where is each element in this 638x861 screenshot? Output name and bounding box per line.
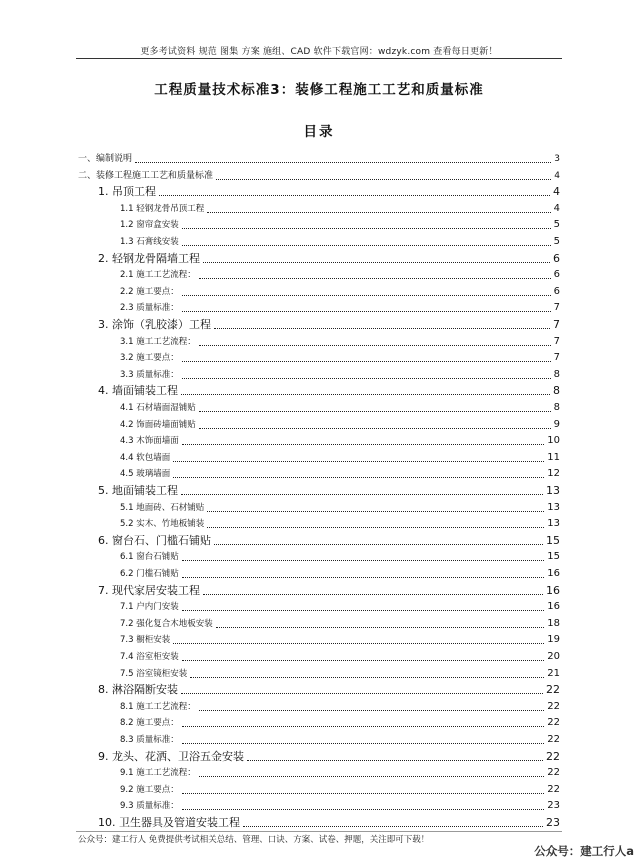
toc-entry-title: 8.3 质量标准： xyxy=(120,735,179,745)
toc-leader-dots xyxy=(181,693,543,694)
toc-entry-page: 20 xyxy=(547,651,560,662)
toc-leader-dots xyxy=(182,311,551,312)
toc-leader-dots xyxy=(182,809,545,810)
toc-leader-dots xyxy=(182,793,545,794)
toc-entry-title: 1.2 窗帘盒安装 xyxy=(120,220,179,231)
toc-entry[interactable] xyxy=(120,417,560,433)
toc-entry[interactable] xyxy=(78,168,560,184)
toc-leader-dots xyxy=(182,245,551,246)
toc-entry[interactable] xyxy=(98,682,560,698)
toc-leader-dots xyxy=(182,726,545,727)
toc-entry-page: 4 xyxy=(553,202,560,214)
toc-entry-title: 8.2 施工要点： xyxy=(120,718,179,729)
toc-entry[interactable] xyxy=(120,400,560,416)
toc-leader-dots xyxy=(173,477,544,478)
toc-entry-title: 6.2 门槛石铺贴 xyxy=(120,569,179,579)
toc-entry-page: 9 xyxy=(553,418,560,430)
footer-divider xyxy=(76,831,562,832)
toc-entry[interactable] xyxy=(98,483,560,499)
toc-entry-page: 13 xyxy=(546,484,560,497)
toc-entry[interactable] xyxy=(98,184,560,200)
toc-entry-page: 8 xyxy=(553,384,560,398)
toc-entry-page: 3 xyxy=(554,154,560,164)
toc-leader-dots xyxy=(173,461,544,462)
toc-entry-title: 6. 窗台石、门槛石铺贴 xyxy=(98,533,211,547)
toc-entry-page: 8 xyxy=(553,368,560,380)
toc-entry-title: 4.1 石材墙面湿铺贴 xyxy=(120,403,196,413)
toc-leader-dots xyxy=(190,677,544,678)
footer-text: 公众号：建工行人 免费提供考试相关总结、管理、口诀、方案、试卷、押题，关注即可下载！ xyxy=(78,835,430,845)
toc-entry-title: 8.1 施工工艺流程： xyxy=(120,701,196,712)
toc-entry-page: 10 xyxy=(547,435,560,447)
toc-entry-page: 16 xyxy=(547,601,560,613)
toc-entry[interactable] xyxy=(120,234,560,250)
toc-leader-dots xyxy=(203,594,543,595)
toc-entry-title: 2.3 质量标准： xyxy=(120,303,179,314)
toc-entry-title: 4.3 木饰面墙面 xyxy=(120,436,179,447)
toc-leader-dots xyxy=(207,511,544,512)
toc-entry-title: 1.3 石膏线安装 xyxy=(120,237,179,247)
toc-entry-title: 7.1 户内门安装 xyxy=(120,602,179,613)
toc-entry-title: 4.2 饰面砖墙面铺贴 xyxy=(120,419,196,430)
toc-leader-dots xyxy=(199,345,551,346)
toc-entry-page: 22 xyxy=(547,783,560,795)
toc-entry[interactable] xyxy=(120,715,560,731)
toc-entry[interactable] xyxy=(120,782,560,798)
toc-leader-dots xyxy=(199,428,551,429)
toc-entry[interactable] xyxy=(120,201,560,217)
toc-leader-dots xyxy=(181,494,543,495)
toc-entry-page: 16 xyxy=(547,568,560,579)
toc-entry-title: 9.2 施工要点： xyxy=(120,784,179,795)
toc-entry-title: 5. 地面铺装工程 xyxy=(98,484,178,497)
toc-entry-title: 5.1 地面砖、石材铺贴 xyxy=(120,502,205,513)
toc-leader-dots xyxy=(207,527,544,528)
toc-entry[interactable] xyxy=(120,632,560,648)
toc-entry[interactable] xyxy=(120,765,560,781)
toc-entry[interactable] xyxy=(120,566,560,582)
toc-leader-dots xyxy=(182,560,545,561)
toc-entry-title: 1. 吊顶工程 xyxy=(98,185,156,199)
toc-entry-page: 15 xyxy=(547,551,560,563)
toc-leader-dots xyxy=(159,195,550,196)
toc-entry-page: 7 xyxy=(553,335,560,347)
toc-entry-page: 5 xyxy=(553,236,560,247)
toc-entry-page: 15 xyxy=(546,533,560,547)
toc-entry-title: 6.1 窗台石铺贴 xyxy=(120,552,179,563)
toc-entry[interactable] xyxy=(98,749,560,765)
toc-entry-page: 12 xyxy=(547,468,560,480)
toc-entry-title: 9.3 质量标准： xyxy=(120,801,179,812)
toc-entry-page: 22 xyxy=(547,767,560,779)
toc-entry-title: 10. 卫生器具及管道安装工程 xyxy=(98,816,240,829)
toc-entry-title: 9.1 施工工艺流程： xyxy=(120,768,196,779)
toc-entry-title: 2.1 施工工艺流程： xyxy=(120,270,196,281)
toc-entry-title: 1.1 轻钢龙骨吊顶工程 xyxy=(120,203,205,214)
toc-entry-title: 7.4 浴室柜安装 xyxy=(120,652,179,662)
toc-entry[interactable] xyxy=(120,798,560,814)
toc-leader-dots xyxy=(181,394,550,395)
header-text: 更多考试资料 规范 图集 方案 施组、CAD 软件下载官网：wdzyk.com 查看每日更新！ xyxy=(140,47,498,57)
toc-entry[interactable] xyxy=(120,466,560,482)
toc-leader-dots xyxy=(203,262,550,263)
toc-leader-dots xyxy=(216,627,545,628)
toc-entry-page: 13 xyxy=(547,501,560,513)
toc-entry-title: 一、编制说明 xyxy=(78,154,133,164)
toc-entry[interactable] xyxy=(120,217,560,233)
toc-leader-dots xyxy=(182,228,551,229)
toc-leader-dots xyxy=(135,162,551,163)
toc-entry[interactable] xyxy=(120,599,560,615)
toc-entry[interactable] xyxy=(120,267,560,283)
toc-entry-page: 22 xyxy=(547,700,560,712)
toc-entry-title: 3.2 施工要点： xyxy=(120,353,179,364)
toc-entry-title: 4.5 玻璃墙面 xyxy=(120,469,171,480)
toc-entry-page: 21 xyxy=(547,667,560,679)
toc-leader-dots xyxy=(199,710,545,711)
toc-leader-dots xyxy=(182,444,545,445)
toc-entry-title: 2.2 施工要点： xyxy=(120,286,179,297)
toc-leader-dots xyxy=(182,743,545,744)
toc-leader-dots xyxy=(199,278,551,279)
toc-leader-dots xyxy=(182,378,551,379)
toc-entry-page: 22 xyxy=(547,717,560,729)
toc-leader-dots xyxy=(247,760,543,761)
toc-entry-title: 二、装修工程施工工艺和质量标准 xyxy=(78,170,214,181)
toc-entry[interactable] xyxy=(120,516,560,532)
toc-entry-page: 22 xyxy=(547,734,560,745)
toc-leader-dots xyxy=(182,660,545,661)
toc-entry[interactable] xyxy=(98,383,560,399)
toc-entry[interactable] xyxy=(120,367,560,383)
toc-entry[interactable] xyxy=(98,317,560,333)
toc-entry[interactable] xyxy=(120,616,560,632)
toc-entry[interactable] xyxy=(120,549,560,565)
toc-entry-title: 7.5 浴室镜柜安装 xyxy=(120,668,188,679)
toc-entry[interactable] xyxy=(120,450,560,466)
document-title: 工程质量技术标准3：装修工程施工工艺和质量标准 xyxy=(154,82,484,98)
toc-entry-page: 11 xyxy=(547,451,560,463)
toc-entry-page: 22 xyxy=(546,683,560,697)
toc-entry-page: 7 xyxy=(553,302,560,314)
toc-entry-page: 23 xyxy=(547,800,560,812)
toc-entry-page: 7 xyxy=(553,352,560,364)
toc-entry-title: 3.3 质量标准： xyxy=(120,369,179,380)
toc-leader-dots xyxy=(182,295,551,296)
toc-entry-title: 5.2 实木、竹地板铺装 xyxy=(120,519,205,530)
toc-entry[interactable] xyxy=(120,433,560,449)
toc-entry-title: 4. 墙面铺装工程 xyxy=(98,384,178,398)
toc-entry[interactable] xyxy=(78,151,560,167)
toc-leader-dots xyxy=(182,361,551,362)
toc-entry-page: 8 xyxy=(553,402,560,413)
toc-entry-title: 3.1 施工工艺流程： xyxy=(120,336,196,347)
toc-leader-dots xyxy=(173,643,544,644)
toc-entry-page: 4 xyxy=(553,185,560,199)
toc-entry[interactable] xyxy=(98,251,560,267)
toc-entry[interactable] xyxy=(120,666,560,682)
toc-leader-dots xyxy=(216,179,551,180)
toc-entry-page: 6 xyxy=(553,285,560,297)
toc-heading: 目录 xyxy=(303,124,335,140)
toc-entry[interactable] xyxy=(98,533,560,549)
toc-entry-title: 8. 淋浴隔断安装 xyxy=(98,683,178,697)
toc-entry-title: 7.2 强化复合木地板安装 xyxy=(120,618,213,629)
toc-entry[interactable] xyxy=(120,649,560,665)
toc-entry[interactable] xyxy=(120,350,560,366)
toc-entry-page: 22 xyxy=(546,749,560,763)
header-divider xyxy=(76,58,562,59)
toc-leader-dots xyxy=(199,411,551,412)
toc-entry[interactable] xyxy=(120,699,560,715)
toc-leader-dots xyxy=(214,544,543,545)
toc-leader-dots xyxy=(182,577,545,578)
toc-leader-dots xyxy=(214,328,550,329)
watermark-text: 公众号：建工行人a xyxy=(534,844,634,858)
toc-leader-dots xyxy=(243,826,543,827)
toc-entry-title: 2. 轻钢龙骨隔墙工程 xyxy=(98,251,200,265)
toc-entry-title: 7.3 橱柜安装 xyxy=(120,635,171,646)
toc-entry-page: 7 xyxy=(553,318,560,331)
toc-entry[interactable] xyxy=(98,583,560,599)
toc-entry-page: 4 xyxy=(554,170,560,181)
toc-entry-page: 6 xyxy=(553,269,560,281)
toc-entry-page: 16 xyxy=(546,583,560,597)
toc-entry-page: 18 xyxy=(547,617,560,629)
toc-leader-dots xyxy=(207,212,550,213)
toc-leader-dots xyxy=(182,610,545,611)
toc-entry[interactable] xyxy=(98,815,560,831)
toc-leader-dots xyxy=(199,776,545,777)
toc-entry-title: 3. 涂饰（乳胶漆）工程 xyxy=(98,318,211,331)
toc-entry-title: 4.4 软包墙面 xyxy=(120,452,171,463)
toc-entry-page: 6 xyxy=(553,251,560,265)
toc-entry[interactable] xyxy=(120,500,560,516)
toc-entry-page: 19 xyxy=(547,634,560,646)
toc-entry-title: 7. 现代家居安装工程 xyxy=(98,583,200,597)
toc-entry[interactable] xyxy=(120,284,560,300)
toc-entry[interactable] xyxy=(120,334,560,350)
toc-entry-page: 23 xyxy=(546,816,560,829)
toc-entry[interactable] xyxy=(120,300,560,316)
toc-entry-title: 9. 龙头、花洒、卫浴五金安装 xyxy=(98,749,244,763)
toc-entry-page: 5 xyxy=(553,219,560,231)
toc-entry[interactable] xyxy=(120,732,560,748)
toc-entry-page: 13 xyxy=(547,518,560,530)
